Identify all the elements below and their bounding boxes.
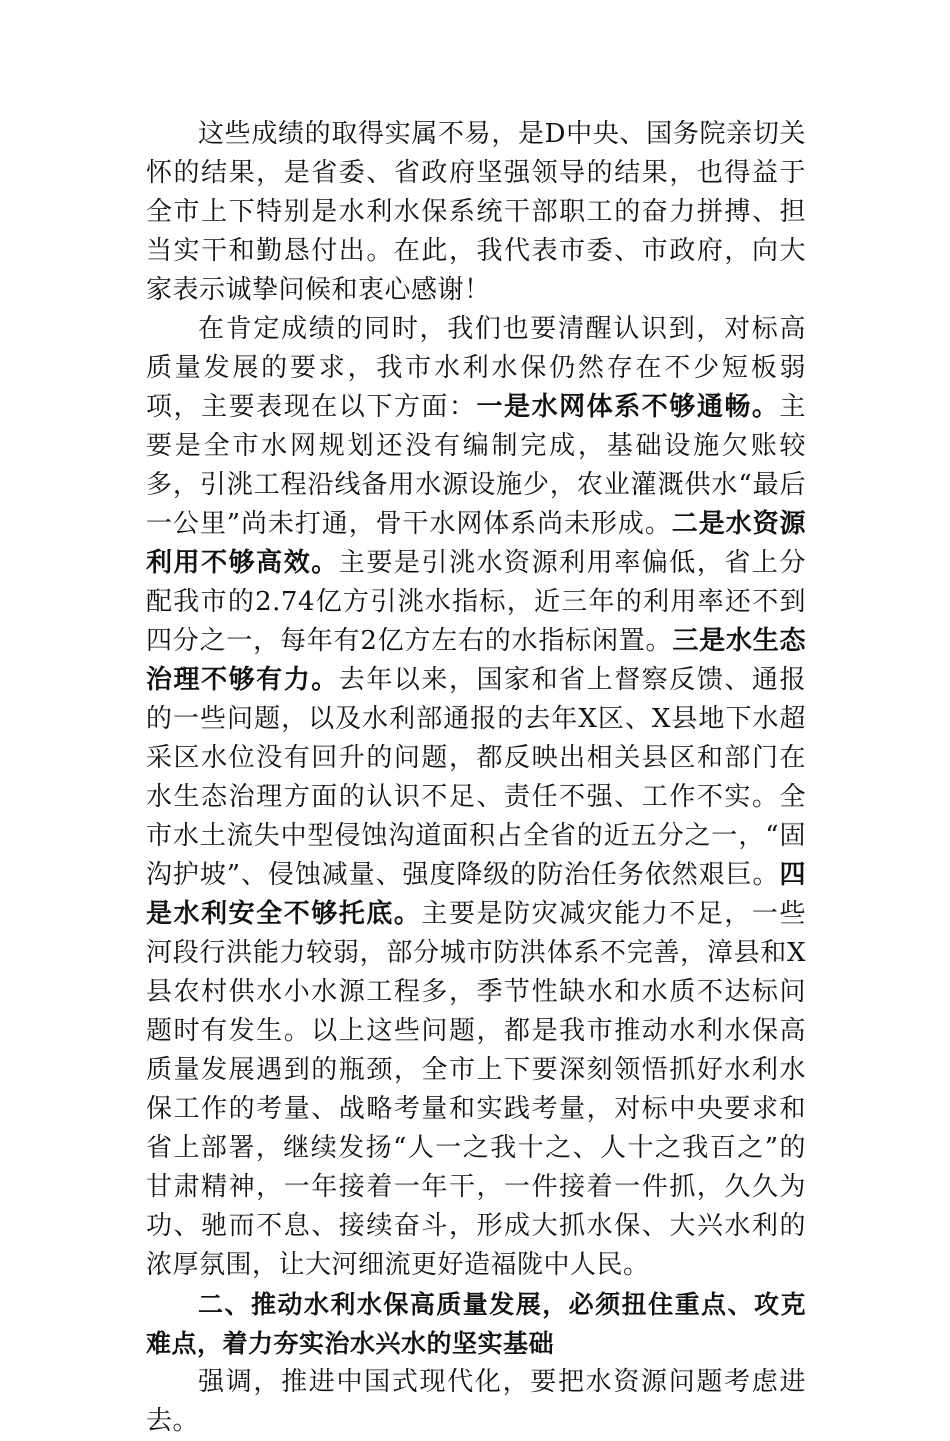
point2-text: 主要是引洮水资源利用率偏低，省上分配我市的2.74亿方引洮水指标，近三年的利用率还不到四分之一，每年有2亿方左右的水指标闲置。 xyxy=(146,548,806,656)
paragraph-achievements-text: 这些成绩的取得实属不易，是D中央、国务院亲切关怀的结果，是省委、省政府坚强领导的结果，也得益于全市上下特别是水利水保系统干部职工的奋力拼搏、担当实干和勤恳付出。在此，我代表市委、市政府，向大家表示诚挚问候和衷心感谢！ xyxy=(146,119,806,305)
point2-title: 二是水资源利用不够高效。 xyxy=(146,509,806,578)
paragraph-shortcomings xyxy=(146,310,806,1285)
point1-text: 主要是全市水网规划还没有编制完成，基础设施欠账较多，引洮工程沿线备用水源设施少，农业灌溉供水“最后一公里”尚未打通，骨干水网体系尚未形成。 xyxy=(146,392,806,539)
paragraph-emphasis xyxy=(146,1363,806,1441)
section-heading-2 xyxy=(146,1285,806,1363)
point3-title: 三是水生态治理不够有力。 xyxy=(146,626,806,695)
point4-text: 主要是防灾减灾能力不足，一些河段行洪能力较弱，部分城市防洪体系不完善，漳县和X县农村供水小水源工程多，季节性缺水和水质不达标问题时有发生。以上这些问题，都是我市推动水利水保高质量发展遇到的瓶颈，全市上下要深刻领悟抓好水利水保工作的考量、战略考量和实践考量，对标中央要求和省上部署，继续发扬“人一之我十之、人十之我百之”的甘肃精神，一年接着一年干，一件接着一件抓，久久为功、驰而不息、接续奋斗，形成大抓水保、大兴水利的浓厚氛围，让大河细流更好造福陇中人民。 xyxy=(146,899,806,1280)
shortcomings-intro: 在肯定成绩的同时，我们也要清醒认识到，对标高质量发展的要求，我市水利水保仍然存在不少短板弱项，主要表现在以下方面： xyxy=(146,314,806,422)
document-body xyxy=(146,115,806,1441)
paragraph-achievements xyxy=(146,115,806,310)
point3-text: 去年以来，国家和省上督察反馈、通报的一些问题，以及水利部通报的去年X区、X县地下水超采区水位没有回升的问题，都反映出相关县区和部门在水生态治理方面的认识不足、责任不强、工作不实。全市水土流失中型侵蚀沟道面积占全省的近五分之一，“固沟护坡”、侵蚀减量、强度降级的防治任务依然艰巨。 xyxy=(146,665,806,890)
section-heading-2-text: 二、推动水利水保高质量发展，必须扭住重点、攻克难点，着力夯实治水兴水的坚实基础 xyxy=(146,1290,806,1358)
point4-title: 四是水利安全不够托底。 xyxy=(146,860,806,929)
paragraph-emphasis-text: 强调，推进中国式现代化，要把水资源问题考虑进去。 xyxy=(146,1367,806,1436)
point1-title: 一是水网体系不够通畅。 xyxy=(476,392,780,422)
